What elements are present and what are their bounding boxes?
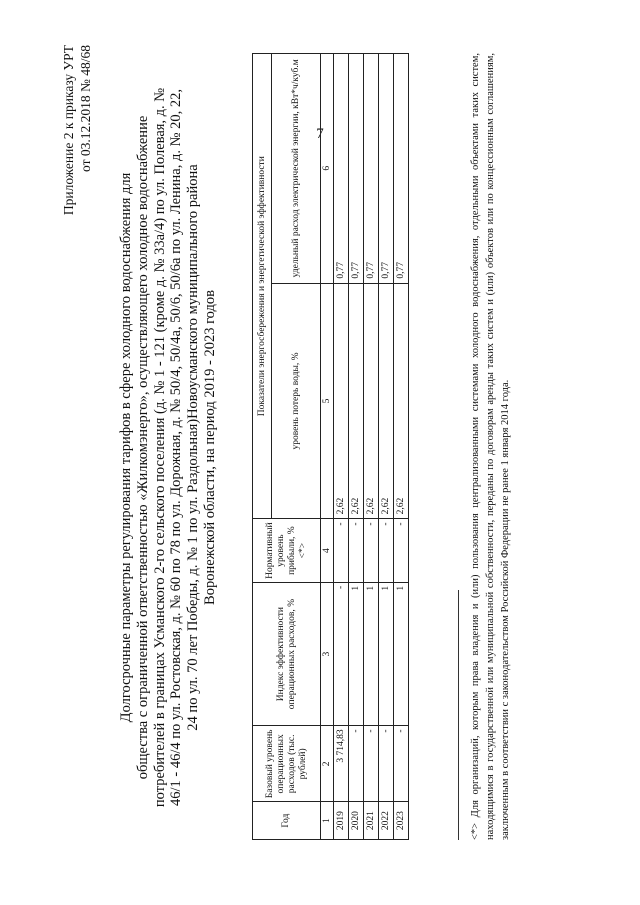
header-energy-use: удельный расход электрической энергии, кВт*ч/куб.м — [272, 54, 321, 284]
cell-energy-use: 0,77 — [379, 54, 394, 284]
footnote-divider — [458, 590, 459, 840]
cell-energy-use: 0,77 — [364, 54, 379, 284]
cell-water-loss: 2,62 — [379, 283, 394, 519]
cell-year: 2022 — [379, 802, 394, 840]
cell-water-loss: 2,62 — [364, 283, 379, 519]
header-water-loss: уровень потерь воды, % — [272, 283, 321, 519]
cell-profit-level: - — [364, 519, 379, 582]
column-number: 3 — [321, 582, 334, 726]
cell-efficiency-index: 1 — [394, 582, 409, 726]
title-line-4: 46/1 - 46/4 по ул. Ростовская, д. № 60 по 78 по ул. Дорожная, д. № 50/4, 50/4а, 50/6, 50/6а по ул. Ленина, д. № 20, 22, — [168, 89, 185, 806]
document-title — [118, 45, 219, 850]
column-number: 1 — [321, 802, 334, 840]
table-row — [364, 54, 379, 840]
cell-profit-level: - — [334, 519, 349, 582]
cell-energy-use: 0,77 — [394, 54, 409, 284]
cell-base-level: - — [349, 726, 364, 802]
column-number: 6 — [321, 54, 334, 284]
footnote-text: <*> Для организаций, которым права владения и (или) пользования централизованными системами холодного водоснабжения, отдельными объектами таких систем, находящимися в государственной или муниципальной собственности, переданы по договорам аренды таких систем и (или) объектов или по концессионным соглашениям, заключенным в соответствии с законодательством Российской Федерации не ранее 1 января 2014 года. — [470, 53, 511, 840]
cell-efficiency-index: 1 — [379, 582, 394, 726]
page-number: 7 — [316, 126, 324, 142]
title-line-2: общества с ограниченной ответственностью «Жилкомэнерго», осуществляющего холодное водоснабжение — [134, 115, 151, 780]
table-row — [394, 54, 409, 840]
column-number: 2 — [321, 726, 334, 802]
cell-base-level: - — [394, 726, 409, 802]
title-line-3: потребителей в границах Усманского 2-го сельского поселения (д. № 1 - 121 (кроме д. № 33а/4) по ул. Полевая, д. № — [151, 87, 168, 808]
table-row — [349, 54, 364, 840]
title-line-6: Воронежской области, на период 2019 - 2023 годов — [201, 290, 218, 605]
cell-profit-level: - — [349, 519, 364, 582]
cell-year: 2023 — [394, 802, 409, 840]
cell-water-loss: 2,62 — [394, 283, 409, 519]
cell-efficiency-index: - — [334, 582, 349, 726]
table-row — [379, 54, 394, 840]
cell-energy-use: 0,77 — [349, 54, 364, 284]
cell-profit-level: - — [379, 519, 394, 582]
column-number-row — [321, 54, 334, 840]
header-year: Год — [253, 802, 321, 840]
header-energy-group: Показатели энергосбережения и энергетической эффективности — [253, 54, 272, 519]
landscape-page-content — [60, 45, 590, 850]
cell-water-loss: 2,62 — [349, 283, 364, 519]
cell-profit-level: - — [394, 519, 409, 582]
cell-efficiency-index: 1 — [364, 582, 379, 726]
cell-base-level: - — [379, 726, 394, 802]
column-number: 5 — [321, 283, 334, 519]
table-row — [334, 54, 349, 840]
cell-year: 2021 — [364, 802, 379, 840]
title-line-5: 24 по ул. 70 лет Победы, д. № 1 по ул. Раздольная)Новоусманского муниципального района — [185, 164, 202, 731]
appendix-line-2: от 03.12.2018 № 48/68 — [78, 45, 93, 172]
title-line-1: Долгосрочные параметры регулирования тарифов в сфере холодного водоснабжения для — [118, 172, 134, 723]
header-base-level: Базовый уровень операционных расходов (тыс. рублей) — [253, 726, 321, 802]
cell-energy-use: 0,77 — [334, 54, 349, 284]
cell-water-loss: 2,62 — [334, 283, 349, 519]
tariff-parameters-table — [252, 53, 409, 840]
cell-year: 2019 — [334, 802, 349, 840]
header-efficiency-index: Индекс эффективности операционных расходов, % — [253, 582, 321, 726]
appendix-reference — [60, 45, 94, 215]
header-profit-level: Нормативный уровень прибыли, % <*> — [253, 519, 321, 582]
cell-base-level: 3 714,83 — [334, 726, 349, 802]
appendix-line-1: Приложение 2 к приказу УРТ — [61, 45, 76, 216]
cell-year: 2020 — [349, 802, 364, 840]
column-number: 4 — [321, 519, 334, 582]
cell-efficiency-index: 1 — [349, 582, 364, 726]
cell-base-level: - — [364, 726, 379, 802]
